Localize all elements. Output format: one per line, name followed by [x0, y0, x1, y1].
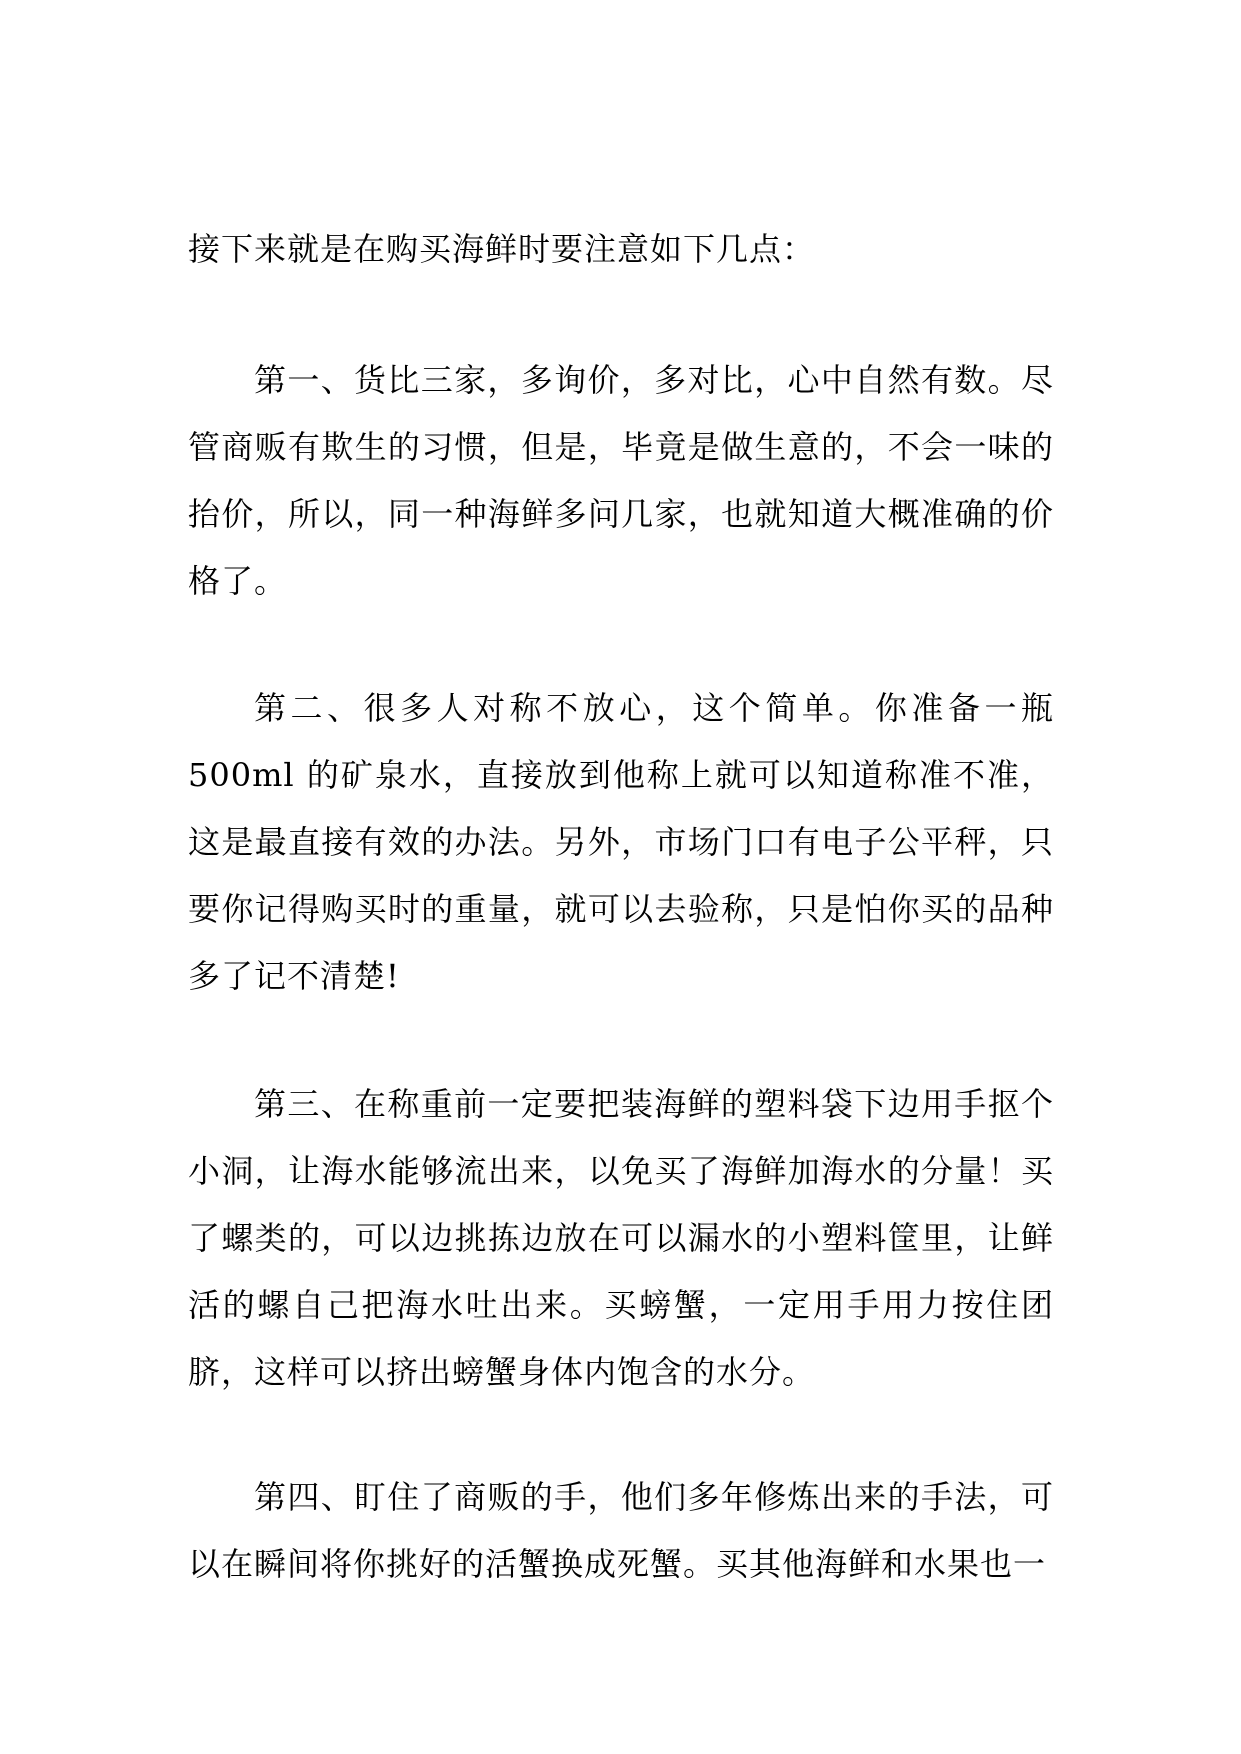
- paragraph-tip-4: 第四、盯住了商贩的手，他们多年修炼出来的手法，可以在瞬间将你挑好的活蟹换成死蟹。买其他海鲜和水果也一: [188, 1478, 1054, 1583]
- paragraph-tip-1: 第一、货比三家，多询价，多对比，心中自然有数。尽管商贩有欺生的习惯，但是，毕竟是做生意的，不会一味的抬价，所以，同一种海鲜多问几家，也就知道大概准确的价格了。: [188, 361, 1054, 600]
- paragraph-tip-2: 第二、很多人对称不放心，这个简单。你准备一瓶 500ml 的矿泉水，直接放到他称上就可以知道称准不准，这是最直接有效的办法。另外，市场门口有电子公平秤，只要你记得购买时的重量，就可以去验称，只是怕你买的品种多了记不清楚!: [188, 689, 1054, 995]
- intro-line: 接下来就是在购买海鲜时要注意如下几点：: [188, 230, 816, 268]
- paragraph-tip-3: 第三、在称重前一定要把装海鲜的塑料袋下边用手抠个小洞，让海水能够流出来，以免买了海鲜加海水的分量！买了螺类的，可以边挑拣边放在可以漏水的小塑料筐里，让鲜活的螺自己把海水吐出来。买螃蟹，一定用手用力按住团脐，这样可以挤出螃蟹身体内饱含的水分。: [188, 1085, 1054, 1391]
